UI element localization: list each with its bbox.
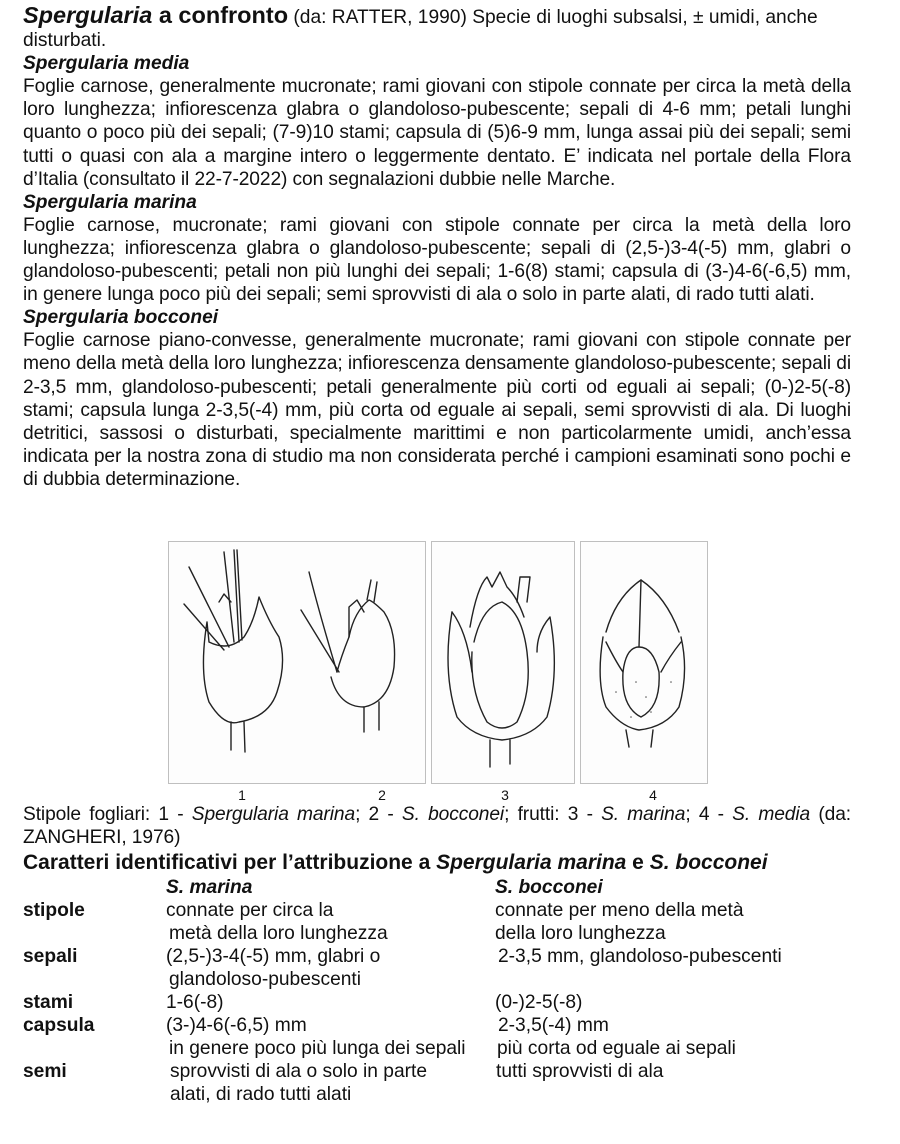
row-label: stami: [23, 992, 74, 1013]
caption-species: S. media: [732, 804, 811, 825]
figure-label-2: 2: [378, 787, 386, 803]
document-body: [23, 4, 851, 491]
cell-bocconei: della loro lunghezza: [495, 923, 666, 944]
caption-species: Spergularia marina: [191, 804, 356, 825]
cell-marina: alati, di rado tutti alati: [170, 1084, 352, 1105]
title-source: (da: RATTER, 1990) Specie di luoghi subsalsi, ± umidi, anche disturbati.: [23, 7, 818, 52]
cell-marina: metà della loro lunghezza: [169, 923, 388, 944]
cell-marina: in genere poco più lunga dei sepali: [169, 1038, 466, 1059]
fruit-marina-drawing: [432, 542, 576, 785]
cell-bocconei: più corta od eguale ai sepali: [497, 1038, 736, 1059]
fruit-media-drawing: [581, 542, 709, 785]
cell-marina: (3-)4-6(-6,5) mm: [166, 1015, 307, 1036]
caption-text: Stipole fogliari: 1 -: [23, 804, 192, 825]
comparison-title-text: e: [626, 851, 650, 874]
comparison-title: [23, 850, 768, 875]
column-header-marina: S. marina: [166, 877, 253, 898]
column-header-bocconei: S. bocconei: [495, 877, 603, 898]
figure-panel-fruit-marina: [431, 541, 575, 784]
figure-panel-fruit-media: [580, 541, 708, 784]
comparison-title-species: Spergularia marina: [436, 851, 627, 874]
caption-text: (da: ZANGHERI, 1976): [23, 804, 852, 849]
caption-text: ; frutti: 3 -: [504, 804, 602, 825]
cell-marina: (2,5-)3-4(-5) mm, glabri o: [166, 946, 381, 967]
row-label: stipole: [23, 900, 85, 921]
title-genus: Spergularia: [23, 2, 153, 28]
caption-text: ; 4 -: [685, 804, 733, 825]
species-description-media: Foglie carnose, generalmente mucronate; rami giovani con stipole connate per circa la metà della loro lunghezza; infiorescenza glabra o glandoloso-pubescente; sepali di 4-6 mm; petali lunghi quanto o poco più dei sepali; (7-9)10 stami; capsula di (5)6-9 mm, lunga assai più dei sepali; semi tutti o quasi con ala a margine intero o leggermente dentato. E’ indicata nel portale della Flora d’Italia (consultato il 22-7-2022) con segnalazioni dubbie nelle Marche.: [23, 76, 851, 190]
title-line: [23, 4, 851, 52]
species-description-marina: Foglie carnose, mucronate; rami giovani con stipole connate per circa la metà della loro lunghezza; infiorescenza glabra o glandoloso-pubescente; sepali di (2,5-)3-4(-5) mm, glabri o glandoloso-pubescenti; petali non più lunghi dei sepali; 1-6(8) stami; capsula di (3-)4-6(-6,5) mm, in genere lunga poco più dei sepali; semi sprovvisti di ala o solo in parte alati, di rado tutti alati.: [23, 214, 851, 306]
caption-species: S. marina: [601, 804, 686, 825]
species-description-bocconei: Foglie carnose piano-convesse, generalmente mucronate; rami giovani con stipole connate per meno della metà della loro lunghezza; infiorescenza densamente glandoloso-pubescente; sepali di 2-3,5 mm, glandoloso-pubescenti; petali generalmente più corti od eguali ai sepali; (0-)2-5(-8) stami; capsula lunga 2-3,5(-4) mm, più corta od eguale ai sepali, semi sprovvisti di ala. Di luoghi detritici, sassosi o disturbati, specialmente marittimi e non particolarmente umidi, anch’essa indicata per la nostra zona di studio ma non considerata perché i campioni esaminati sono pochi e di dubbia determinazione.: [23, 330, 851, 490]
comparison-title-species: S. bocconei: [649, 851, 768, 874]
cell-bocconei: connate per meno della metà: [495, 900, 744, 921]
figure-label-3: 3: [501, 787, 509, 803]
species-heading-media: Spergularia media: [23, 53, 190, 75]
row-label: semi: [23, 1061, 67, 1082]
cell-marina: 1-6(-8): [166, 992, 224, 1013]
species-heading-marina: Spergularia marina: [23, 191, 197, 213]
species-heading-bocconei: Spergularia bocconei: [23, 307, 219, 329]
figure-caption: [23, 803, 851, 849]
figure-label-1: 1: [238, 787, 246, 803]
row-label: sepali: [23, 946, 78, 967]
comparison-title-text: Caratteri identificativi per l’attribuzione a: [23, 851, 437, 874]
page-title: [23, 2, 288, 28]
row-label: capsula: [23, 1015, 95, 1036]
cell-bocconei: 2-3,5(-4) mm: [498, 1015, 609, 1036]
caption-species: S. bocconei: [401, 804, 505, 825]
figure-label-4: 4: [649, 787, 657, 803]
cell-bocconei: tutti sprovvisti di ala: [496, 1061, 664, 1082]
cell-bocconei: (0-)2-5(-8): [495, 992, 583, 1013]
title-rest: a confronto: [152, 2, 289, 28]
cell-bocconei: 2-3,5 mm, glandoloso-pubescenti: [498, 946, 782, 967]
figure-panel-stipules: [168, 541, 426, 784]
cell-marina: connate per circa la: [166, 900, 334, 921]
caption-text: ; 2 -: [355, 804, 402, 825]
cell-marina: glandoloso-pubescenti: [169, 969, 362, 990]
cell-marina: sprovvisti di ala o solo in parte: [170, 1061, 428, 1082]
stipule-drawings: [169, 542, 427, 785]
